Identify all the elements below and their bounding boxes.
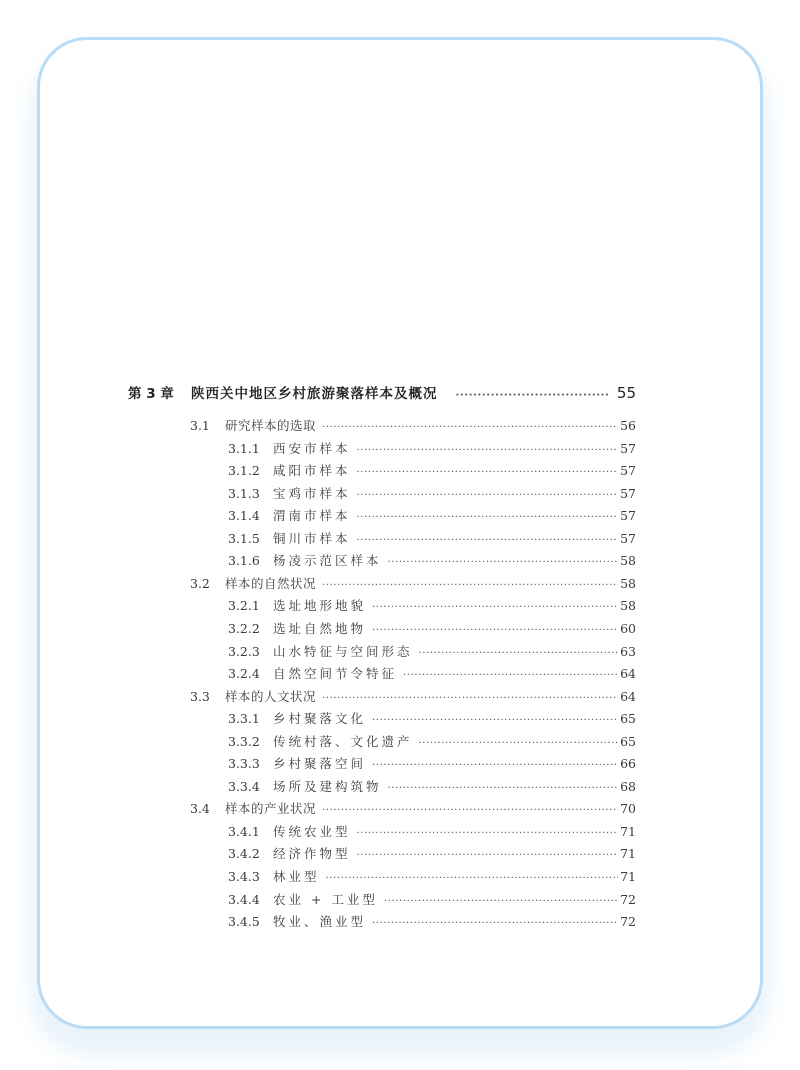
entry-title: 林业型 bbox=[273, 869, 320, 884]
entry-number: 3.1 bbox=[190, 418, 210, 433]
toc-subsection-entry[interactable] bbox=[228, 506, 636, 524]
leader-dots bbox=[384, 896, 618, 907]
toc-subsection-entry[interactable] bbox=[228, 439, 636, 457]
entry-page-number: 57 bbox=[620, 530, 636, 546]
leader-dots bbox=[357, 828, 619, 839]
entry-title: 铜川市样本 bbox=[273, 530, 351, 546]
entry-number: 3.3 bbox=[190, 688, 210, 704]
toc-subsection-entry[interactable] bbox=[228, 822, 636, 840]
entry-title: 牧业、渔业型 bbox=[273, 914, 367, 930]
entry-title: 山水特征与空间形态 bbox=[273, 643, 413, 659]
entry-page-number: 72 bbox=[620, 891, 636, 907]
entry-page-number: 58 bbox=[620, 553, 636, 569]
leader-dots bbox=[357, 850, 619, 861]
entry-number: 3.4 bbox=[190, 801, 210, 817]
toc-subsection-entry[interactable] bbox=[228, 732, 636, 750]
entry-title: 西安市样本 bbox=[273, 440, 351, 456]
entry-number: 3.4.5 bbox=[228, 914, 260, 930]
leader-dots bbox=[372, 760, 618, 771]
entry-title: 经济作物型 bbox=[273, 846, 351, 862]
entry-page-number: 72 bbox=[620, 914, 636, 930]
toc-subsection-entry[interactable] bbox=[228, 596, 636, 614]
toc-chapter-entry[interactable] bbox=[128, 382, 636, 402]
leader-dots bbox=[388, 783, 619, 794]
entry-title: 农业 + 工业型 bbox=[273, 891, 378, 907]
entry-number: 3.2.3 bbox=[228, 643, 260, 659]
entry-number: 3.1.1 bbox=[228, 440, 260, 456]
leader-dots bbox=[322, 422, 618, 433]
entry-page-number: 60 bbox=[620, 620, 636, 636]
entry-page-number: 57 bbox=[620, 463, 636, 479]
entry-title: 研究样本的选取 bbox=[225, 418, 317, 433]
leader-dots bbox=[322, 805, 618, 816]
toc-subsection-entry[interactable] bbox=[228, 551, 636, 569]
toc-subsection-entry[interactable] bbox=[228, 890, 636, 908]
entry-page-number: 63 bbox=[620, 643, 636, 659]
entry-page-number: 66 bbox=[620, 756, 636, 772]
entry-number: 3.3.2 bbox=[228, 733, 260, 749]
chapter-label: 第 3 章 bbox=[128, 386, 174, 402]
entry-page-number: 57 bbox=[620, 508, 636, 524]
leader-dots bbox=[372, 602, 618, 613]
toc-subsection-entry[interactable] bbox=[228, 461, 636, 479]
leader-dots bbox=[419, 648, 619, 659]
entry-page-number: 71 bbox=[620, 869, 636, 884]
leader-dots bbox=[403, 670, 618, 681]
entry-page-number: 64 bbox=[620, 688, 636, 704]
entry-title: 乡村聚落文化 bbox=[273, 711, 367, 727]
entry-number: 3.2.1 bbox=[228, 598, 260, 614]
toc-subsection-entry[interactable] bbox=[228, 754, 636, 772]
leader-dots bbox=[372, 625, 618, 636]
toc-section-entry[interactable] bbox=[190, 799, 636, 817]
leader-dots bbox=[372, 918, 618, 929]
entry-title: 自然空间节令特征 bbox=[273, 666, 398, 682]
toc-section-entry[interactable] bbox=[190, 687, 636, 705]
entry-title: 样本的产业状况 bbox=[225, 801, 317, 817]
entry-page-number: 56 bbox=[620, 418, 636, 433]
leader-dots bbox=[357, 467, 619, 478]
entry-number: 3.4.1 bbox=[228, 823, 260, 839]
leader-dots bbox=[419, 738, 619, 749]
entry-number: 3.4.3 bbox=[228, 869, 260, 884]
chapter-page-number: 55 bbox=[616, 384, 636, 402]
entry-title: 杨凌示范区样本 bbox=[273, 553, 382, 569]
toc-subsection-entry[interactable] bbox=[228, 777, 636, 795]
entry-title: 乡村聚落空间 bbox=[273, 756, 367, 772]
entry-number: 3.1.4 bbox=[228, 508, 260, 524]
entry-title: 传统农业型 bbox=[273, 823, 351, 839]
entry-title: 宝鸡市样本 bbox=[273, 485, 351, 501]
leader-dots bbox=[357, 512, 619, 523]
entry-title: 咸阳市样本 bbox=[273, 463, 351, 479]
leader-dots bbox=[322, 693, 618, 704]
toc-subsection-entry[interactable] bbox=[228, 642, 636, 660]
leader-dots bbox=[322, 580, 618, 591]
entry-number: 3.1.3 bbox=[228, 485, 260, 501]
entry-page-number: 71 bbox=[620, 823, 636, 839]
entry-number: 3.3.3 bbox=[228, 756, 260, 772]
entry-title: 场所及建构筑物 bbox=[273, 778, 382, 794]
entry-title: 选址自然地物 bbox=[273, 620, 367, 636]
toc-subsection-entry[interactable] bbox=[228, 867, 636, 885]
toc-subsection-entry[interactable] bbox=[228, 912, 636, 930]
entry-page-number: 65 bbox=[620, 711, 636, 727]
leader-dots bbox=[372, 715, 618, 726]
chapter-title: 陕西关中地区乡村旅游聚落样本及概况 bbox=[191, 386, 438, 402]
entry-title: 样本的人文状况 bbox=[225, 688, 317, 704]
toc-subsection-entry[interactable] bbox=[228, 709, 636, 727]
entry-page-number: 57 bbox=[620, 440, 636, 456]
entry-number: 3.2.4 bbox=[228, 666, 260, 682]
toc-section-entry[interactable] bbox=[190, 416, 636, 434]
entry-page-number: 58 bbox=[620, 598, 636, 614]
entry-number: 3.3.1 bbox=[228, 711, 260, 727]
entry-number: 3.4.4 bbox=[228, 891, 260, 907]
leader-dots bbox=[357, 490, 619, 501]
entry-number: 3.3.4 bbox=[228, 778, 260, 794]
entry-page-number: 58 bbox=[620, 575, 636, 591]
entry-number: 3.4.2 bbox=[228, 846, 260, 862]
leader-dots bbox=[357, 535, 619, 546]
leader-dots bbox=[357, 445, 619, 456]
toc-subsection-entry[interactable] bbox=[228, 484, 636, 502]
entry-page-number: 57 bbox=[620, 485, 636, 501]
toc-subsection-entry[interactable] bbox=[228, 844, 636, 862]
entry-number: 3.2.2 bbox=[228, 620, 260, 636]
leader-dots bbox=[456, 390, 609, 401]
entry-number: 3.2 bbox=[190, 575, 210, 591]
entry-title: 渭南市样本 bbox=[273, 508, 351, 524]
entry-page-number: 71 bbox=[620, 846, 636, 862]
entry-title: 选址地形地貌 bbox=[273, 598, 367, 614]
entry-number: 3.1.2 bbox=[228, 463, 260, 479]
entry-page-number: 65 bbox=[620, 733, 636, 749]
leader-dots bbox=[326, 873, 619, 884]
entry-page-number: 68 bbox=[620, 778, 636, 794]
entry-number: 3.1.6 bbox=[228, 553, 260, 569]
entry-title: 传统村落、文化遗产 bbox=[273, 733, 413, 749]
entry-page-number: 70 bbox=[620, 801, 636, 817]
toc-subsection-entry[interactable] bbox=[228, 619, 636, 637]
entry-title: 样本的自然状况 bbox=[225, 575, 317, 591]
toc-subsection-entry[interactable] bbox=[228, 664, 636, 682]
toc-section-entry[interactable] bbox=[190, 574, 636, 592]
leader-dots bbox=[388, 557, 619, 568]
entry-page-number: 64 bbox=[620, 666, 636, 682]
entry-number: 3.1.5 bbox=[228, 530, 260, 546]
toc-subsection-entry[interactable] bbox=[228, 529, 636, 547]
